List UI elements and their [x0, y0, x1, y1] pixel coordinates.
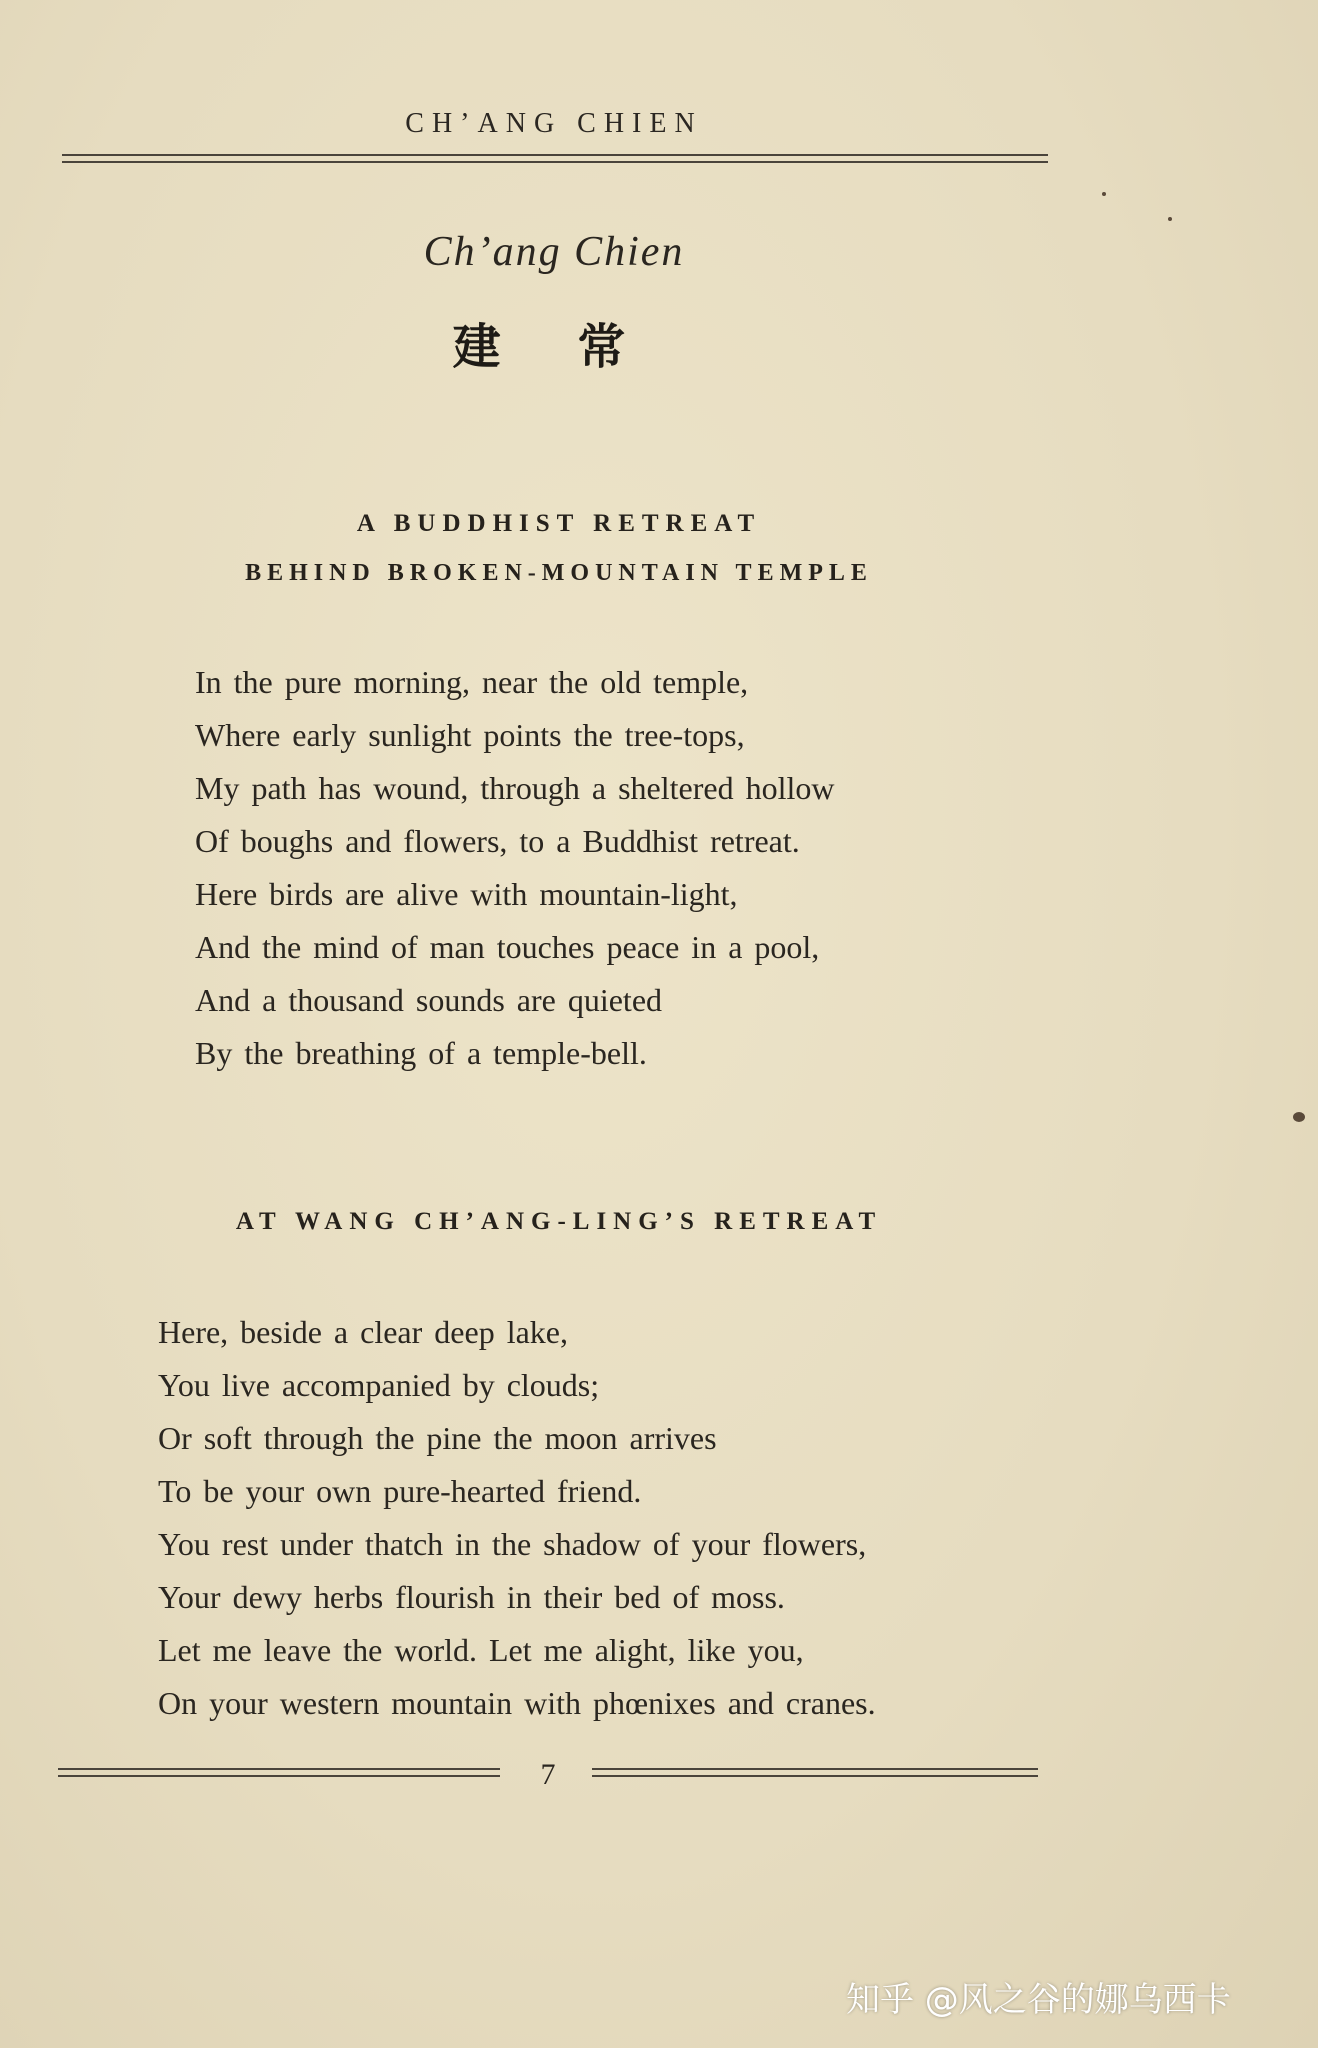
header-double-rule: [62, 152, 1048, 166]
footer-double-rule-left: [58, 1766, 500, 1780]
poem-line: Where early sunlight points the tree-tops,: [195, 717, 745, 753]
poem-line: And the mind of man touches peace in a pool,: [195, 929, 820, 965]
paper-blemish: [1168, 217, 1172, 221]
poem-line: And a thousand sounds are quieted: [195, 982, 663, 1018]
poem-line: My path has wound, through a sheltered hollow: [195, 770, 835, 806]
poet-name-chinese: 建 常: [452, 319, 656, 375]
poem-line: Your dewy herbs flourish in their bed of moss.: [158, 1579, 785, 1615]
running-head: CH’ANG CHIEN: [405, 108, 703, 139]
poem-line: Of boughs and flowers, to a Buddhist retreat.: [195, 823, 800, 859]
footer-double-rule-right: [592, 1766, 1038, 1780]
poem-line: To be your own pure-hearted friend.: [158, 1473, 642, 1509]
poem-2-title: AT WANG CH’ANG-LING’S RETREAT: [235, 1208, 883, 1235]
poem-1-title-line-2: BEHIND BROKEN-MOUNTAIN TEMPLE: [245, 560, 873, 586]
poem-line: By the breathing of a temple-bell.: [195, 1035, 647, 1071]
paper-blemish: [1102, 192, 1106, 196]
poem-line: Let me leave the world. Let me alight, like you,: [158, 1632, 804, 1668]
poem-2-body: [158, 1306, 876, 1730]
poem-line: You live accompanied by clouds;: [158, 1367, 600, 1403]
poem-line: Or soft through the pine the moon arrives: [158, 1420, 717, 1456]
watermark: 知乎 @风之谷的娜乌西卡: [846, 1980, 1231, 2020]
poem-line: In the pure morning, near the old temple,: [195, 664, 749, 700]
poem-line: You rest under thatch in the shadow of your flowers,: [158, 1526, 867, 1562]
poem-1-body: [195, 656, 834, 1080]
poet-name: Ch’ang Chien: [423, 229, 685, 275]
poem-1-title-line-1: A BUDDHIST RETREAT: [356, 510, 762, 537]
poem-line: On your western mountain with phœnixes and cranes.: [158, 1685, 876, 1721]
paper-blemish: [1293, 1112, 1305, 1122]
poem-line: Here, beside a clear deep lake,: [158, 1314, 568, 1350]
page-number: 7: [540, 1758, 556, 1791]
poem-line: Here birds are alive with mountain-light,: [195, 876, 738, 912]
